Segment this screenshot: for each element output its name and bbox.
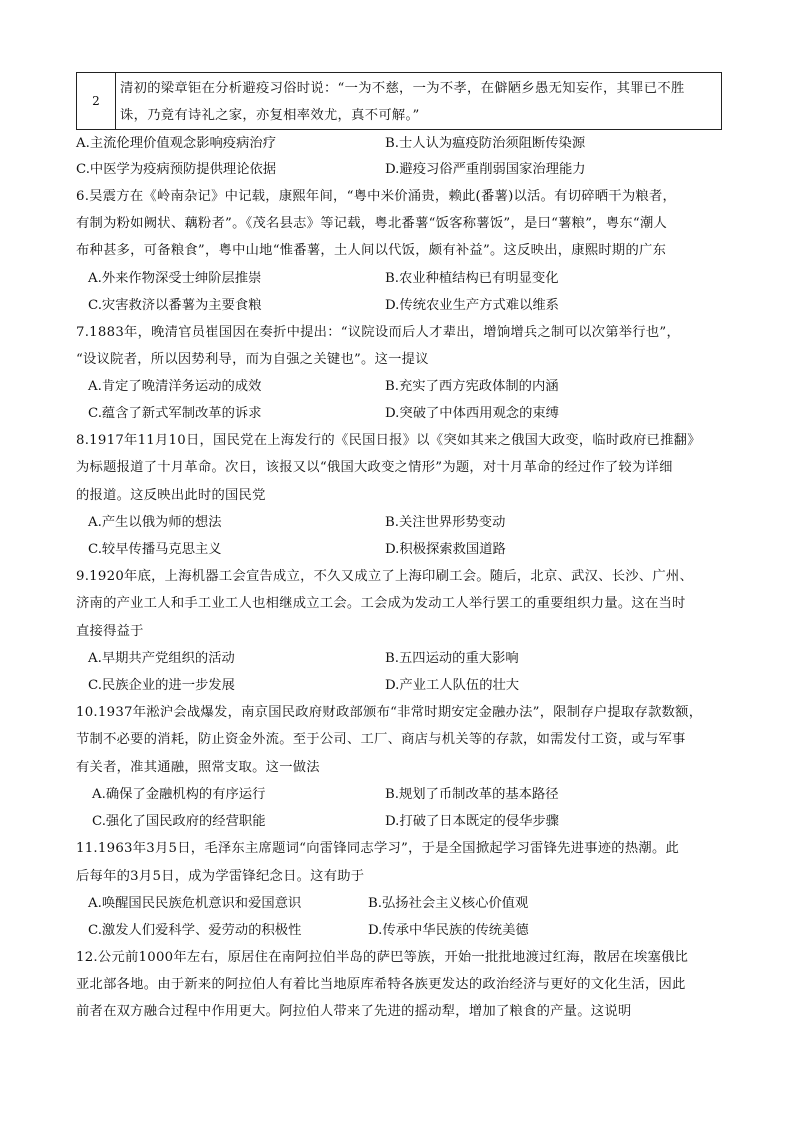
question-stem: 后每年的3月5日，成为学雷锋纪念日。这有助于 xyxy=(76,869,365,884)
source-line: 诛，乃竟有诗礼之家，亦复相率效尤，真不可解。” xyxy=(120,108,420,123)
question-stem: 有关者，准其通融，照常支取。这一做法 xyxy=(76,760,320,775)
option-b: B.规划了币制改革的基本路径 xyxy=(385,787,559,802)
source-number: 2 xyxy=(77,73,116,129)
question-stem: 直接得益于 xyxy=(76,624,144,639)
option-d: D.传承中华民族的传统美德 xyxy=(368,923,529,938)
question-stem: 6.吴震方在《岭南杂记》中记载，康熙年间，“粤中米价涌贵，赖此(番薯)以活。有切碎晒干为粮者， xyxy=(76,189,677,204)
option-a: A.确保了金融机构的有序运行 xyxy=(92,787,266,802)
question-stem: 布种甚多，可备粮食”，粤中山地“惟番薯，土人间以代饭，颇有补益”。这反映出，康熙时期的广东 xyxy=(76,243,667,258)
option-a: A.外来作物深受士绅阶层推崇 xyxy=(88,271,262,286)
option-b: B.农业种植结构已有明显变化 xyxy=(385,271,559,286)
option-c: C.较早传播马克思主义 xyxy=(88,542,222,557)
question-stem: 12.公元前1000年左右，原居住在南阿拉伯半岛的萨巴等族，开始一批批地渡过红海，散居在埃塞俄比 xyxy=(76,950,689,965)
question-stem: 8.1917年11月10日，国民党在上海发行的《民国日报》以《突如其来之俄国大政变，临时政府已推翻》 xyxy=(76,433,701,448)
option-d: D.打破了日本既定的侵华步骤 xyxy=(385,814,559,829)
source-line: 清初的梁章钜在分析避疫习俗时说：“一为不慈，一为不孝，在僻陋乡愚无知妄作，其罪已不胜 xyxy=(120,81,685,96)
option-a: A.唤醒国民民族危机意识和爱国意识 xyxy=(88,896,302,911)
question-stem: 前者在双方融合过程中作用更大。阿拉伯人带来了先进的摇动犁，增加了粮食的产量。这说明 xyxy=(76,1004,632,1019)
option-a: A.肯定了晚清洋务运动的成效 xyxy=(88,379,262,394)
question-stem: 9.1920年底，上海机器工会宣告成立，不久又成立了上海印刷工会。随后，北京、武汉、长沙、广州、 xyxy=(76,569,693,584)
option-a: A.早期共产党组织的活动 xyxy=(88,651,235,666)
option-c: C.民族企业的进一步发展 xyxy=(88,678,235,693)
option-a: A.主流伦理价值观念影响疫病治疗 xyxy=(76,136,276,151)
option-d: D.传统农业生产方式难以维系 xyxy=(385,298,559,313)
option-d: D.积极探索救国道路 xyxy=(385,542,506,557)
option-c: C.灾害救济以番薯为主要食粮 xyxy=(88,298,262,313)
question-stem: 的报道。这反映出此时的国民党 xyxy=(76,488,266,503)
option-b: B.弘扬社会主义核心价值观 xyxy=(368,896,529,911)
option-d: D.避疫习俗严重削弱国家治理能力 xyxy=(385,162,586,177)
option-c: C.中医学为疫病预防提供理论依据 xyxy=(76,162,277,177)
option-c: C.激发人们爱科学、爱劳动的积极性 xyxy=(88,923,302,938)
option-d: D.产业工人队伍的壮大 xyxy=(385,678,520,693)
option-c: C.强化了国民政府的经营职能 xyxy=(92,814,266,829)
option-b: B.五四运动的重大影响 xyxy=(385,651,519,666)
question-stem: “设议院者，所以因势利导，而为自强之关键也”。这一提议 xyxy=(76,352,429,367)
option-a: A.产生以俄为师的想法 xyxy=(88,515,222,530)
question-stem: 济南的产业工人和手工业工人也相继成立工会。工会成为发动工人举行罢工的重要组织力量。这在当时 xyxy=(76,596,686,611)
question-stem: 7.1883年，晚清官员崔国因在奏折中提出：“议院设而后人才辈出，增饷增兵之制可以次第举行也”， xyxy=(76,325,680,340)
source-table xyxy=(76,72,722,130)
option-d: D.突破了中体西用观念的束缚 xyxy=(385,406,559,421)
option-b: B.士人认为瘟疫防治须阻断传染源 xyxy=(385,136,586,151)
question-stem: 为标题报道了十月革命。次日，该报又以“俄国大政变之情形”为题，对十月革命的经过作了较为详细 xyxy=(76,460,673,475)
question-stem: 有制为粉如阙状、藕粉者”。《茂名县志》等记载，粤北番薯“饭客称薯饭”，是曰“薯粮”，粤东“潮人 xyxy=(76,216,668,231)
option-b: B.关注世界形势变动 xyxy=(385,515,506,530)
question-stem: 11.1963年3月5日，毛泽东主席题词“向雷锋同志学习”，于是全国掀起学习雷锋先进事迹的热潮。此 xyxy=(76,841,680,856)
question-stem: 节制不必要的消耗，防止资金外流。至于公司、工厂、商店与机关等的存款，如需发付工资，或与军事 xyxy=(76,732,686,747)
question-stem: 10.1937年淞沪会战爆发，南京国民政府财政部颁布“非常时期安定金融办法”，限制存户提取存款数额， xyxy=(76,705,703,720)
option-c: C.蕴含了新式军制改革的诉求 xyxy=(88,406,262,421)
option-b: B.充实了西方宪政体制的内涵 xyxy=(385,379,559,394)
question-stem: 亚北部各地。由于新来的阿拉伯人有着比当地原库希特各族更发达的政治经济与更好的文化生活，因此 xyxy=(76,977,686,992)
source-text xyxy=(116,73,721,129)
